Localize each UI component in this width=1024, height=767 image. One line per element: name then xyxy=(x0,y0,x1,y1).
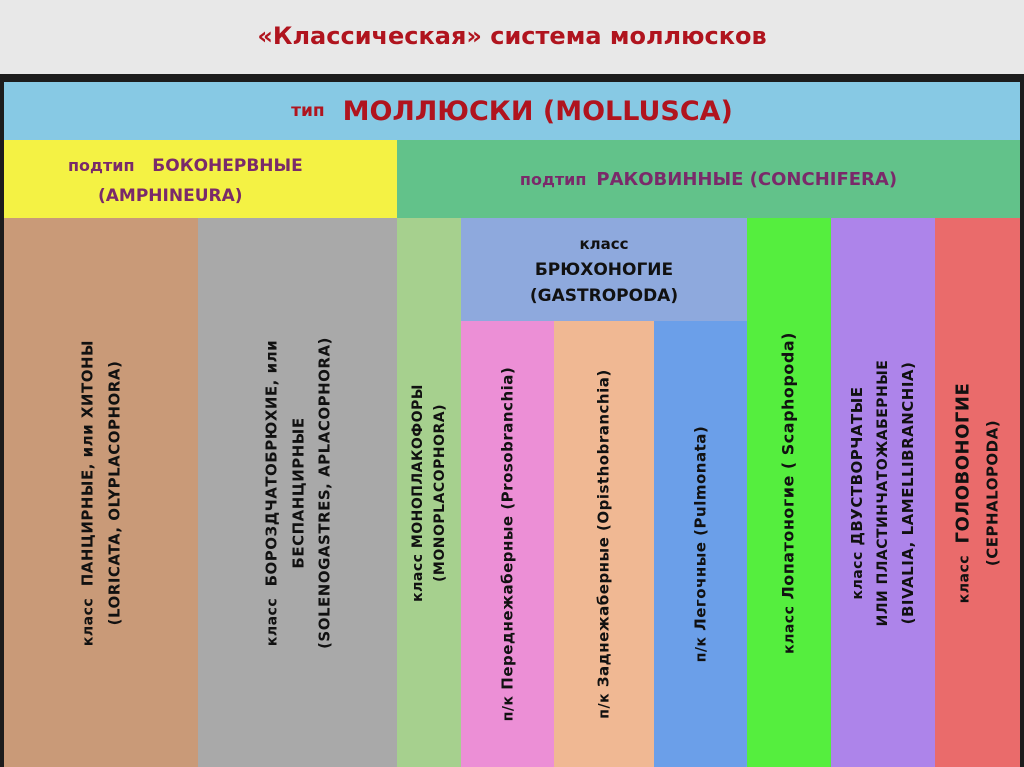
gastropoda-name: БРЮХОНОГИЕ xyxy=(534,259,674,280)
class-gastropoda xyxy=(461,218,747,321)
opisthobranchia-name: Заднежаберные (Opisthobranchia) xyxy=(594,369,613,688)
monoplacophora-name: МОНОПЛАКОФОРЫ xyxy=(410,383,426,548)
pulmonata-name: Легочные (Pulmonata) xyxy=(691,425,709,631)
solenogastres-rank: класс xyxy=(264,597,280,646)
class-monoplacophora xyxy=(397,218,461,767)
subphylum-left-latin: (AMPHINEURA) xyxy=(98,186,243,206)
class-cephalopoda xyxy=(935,218,1020,767)
prosobranchia-name: Переднежаберные (Prosobranchia) xyxy=(498,366,516,690)
phylum-rank: тип xyxy=(291,101,325,121)
scaphopoda-name: Лопатоногие ( Scaphopoda) xyxy=(778,331,798,600)
solenogastres-latin: (SOLENOGASTRES, APLACOPHORA) xyxy=(315,336,333,649)
scaphopoda-rank: класс xyxy=(781,605,798,654)
prosobranchia-rank: п/к xyxy=(500,695,516,722)
cephalopoda-name: ГОЛОВОНОГИЕ xyxy=(952,382,973,543)
subphylum-conchifera xyxy=(397,140,1020,218)
class-loricata xyxy=(4,218,198,767)
class-scaphopoda xyxy=(747,218,831,767)
loricata-rank: класс xyxy=(80,597,97,646)
gastropoda-latin: (GASTROPODA) xyxy=(529,285,679,306)
subphylum-left-rank: подтип xyxy=(68,156,135,175)
cephalopoda-rank: класс xyxy=(956,554,972,603)
monoplacophora-latin: (MONOPLACOPHORA) xyxy=(432,403,448,582)
subphylum-right-name: РАКОВИННЫЕ (CONCHIFERA) xyxy=(596,168,898,190)
opisthobranchia-rank: п/к xyxy=(596,692,613,719)
bivalvia-rank: класс xyxy=(850,550,866,600)
bivalvia-latin: (BIVALIA, LAMELLIBRANCHIA) xyxy=(899,361,917,624)
phylum-band xyxy=(4,82,1020,140)
subphylum-left-name: БОКОНЕРВНЫЕ xyxy=(152,156,303,176)
subclass-pulmonata xyxy=(654,321,747,767)
subphylum-amphineura xyxy=(4,140,397,218)
subclass-prosobranchia xyxy=(461,321,554,767)
solenogastres-alt-name: БЕСПАНЦИРНЫЕ xyxy=(289,416,307,569)
bivalvia-name: ДВУСТВОРЧАТЫЕ xyxy=(848,385,866,545)
monoplacophora-rank: класс xyxy=(410,553,426,602)
cephalopoda-latin: (CEPHALOPODA) xyxy=(983,419,1001,566)
loricata-name: ПАНЦИРНЫЕ, или ХИТОНЫ xyxy=(78,339,97,586)
solenogastres-name: БОРОЗДЧАТОБРЮХИЕ, или xyxy=(262,339,280,586)
subclass-opisthobranchia xyxy=(554,321,654,767)
pulmonata-rank: п/к xyxy=(693,636,709,663)
class-bivalvia xyxy=(831,218,935,767)
phylum-name: МОЛЛЮСКИ (MOLLUSCA) xyxy=(342,95,733,127)
gastropoda-rank: класс xyxy=(579,234,629,253)
class-solenogastres xyxy=(198,218,397,767)
loricata-latin: (LORICATA, OLYPLACOPHORA) xyxy=(105,360,124,625)
classification-diagram xyxy=(0,74,1024,767)
bivalvia-alt-name: ИЛИ ПЛАСТИНЧАТОЖАБЕРНЫЕ xyxy=(875,359,891,626)
subphylum-right-rank: подтип xyxy=(519,169,587,189)
page-title: «Классическая» система моллюсков xyxy=(257,22,767,50)
